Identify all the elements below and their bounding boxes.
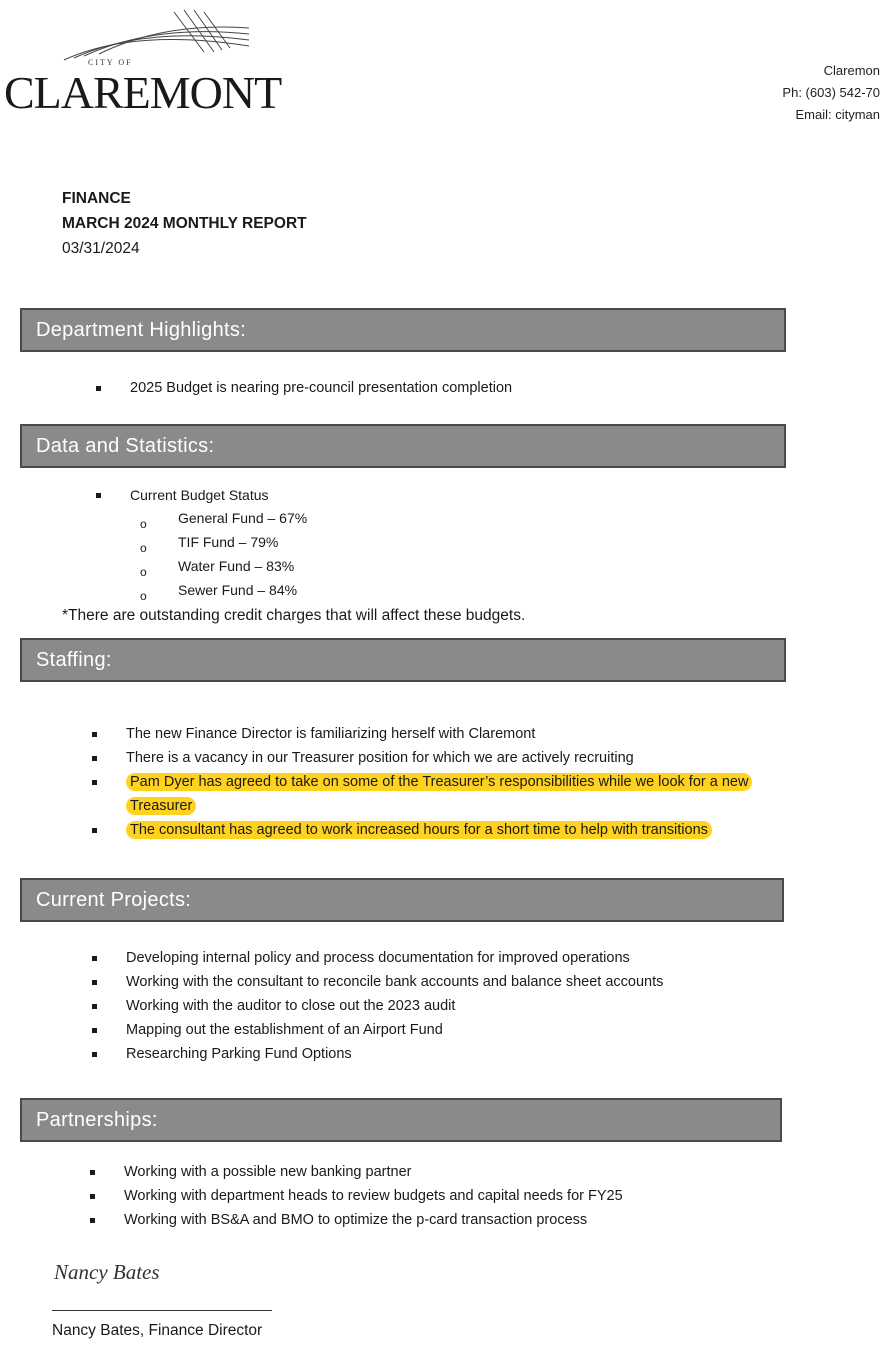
list-item: Working with BS&A and BMO to optimize the p-card transaction process: [90, 1208, 623, 1232]
bullet-icon: [92, 780, 97, 785]
list-item: Working with the consultant to reconcile bank accounts and balance sheet accounts: [92, 970, 663, 994]
fund-list: [130, 506, 307, 602]
projects-list: [92, 946, 663, 1066]
report-date: 03/31/2024: [62, 240, 140, 257]
report-title: MARCH 2024 MONTHLY REPORT: [62, 215, 307, 232]
section-highlights-header: Department Highlights:: [20, 308, 786, 352]
fund-item: o General Fund – 67%: [130, 506, 307, 530]
fund-item: o Sewer Fund – 84%: [130, 578, 307, 602]
bullet-icon: [92, 1052, 97, 1057]
list-item: Working with a possible new banking partner: [90, 1160, 623, 1184]
circle-bullet-icon: o: [140, 541, 147, 555]
staffing-list: [92, 722, 752, 842]
bullet-icon: [90, 1218, 95, 1223]
list-item-continued: Treasurer: [92, 794, 752, 818]
list-item: Pam Dyer has agreed to take on some of the Treasurer’s responsibilities while we look for a new: [92, 770, 752, 794]
list-item: The new Finance Director is familiarizing herself with Claremont: [92, 722, 752, 746]
bullet-icon: [92, 956, 97, 961]
list-item: The consultant has agreed to work increased hours for a short time to help with transitions: [92, 818, 752, 842]
list-item: Working with the auditor to close out the 2023 audit: [92, 994, 663, 1018]
section-partnerships-header: Partnerships:: [20, 1098, 782, 1142]
bullet-icon: [92, 732, 97, 737]
circle-bullet-icon: o: [140, 565, 147, 579]
bullet-icon: [92, 828, 97, 833]
data-list: [96, 484, 307, 602]
partnerships-list: [90, 1160, 623, 1232]
contact-info: [680, 60, 880, 126]
list-item: Working with department heads to review budgets and capital needs for FY25: [90, 1184, 623, 1208]
list-item: Current Budget Status o General Fund – 67% o TIF Fund – 79% o Water Fund – 83% o Sewer Fund – 84%: [96, 484, 307, 602]
logo-name: CLAREMONT: [4, 67, 282, 118]
list-item: 2025 Budget is nearing pre-council presentation completion: [96, 376, 512, 400]
list-item: There is a vacancy in our Treasurer position for which we are actively recruiting: [92, 746, 752, 770]
signature-script: Nancy Bates: [54, 1260, 160, 1284]
contact-city: Claremon: [823, 63, 880, 78]
signature-line: [52, 1310, 272, 1311]
bullet-icon: [96, 493, 101, 498]
bullet-icon: [92, 1028, 97, 1033]
fund-item: o TIF Fund – 79%: [130, 530, 307, 554]
list-item: Researching Parking Fund Options: [92, 1042, 663, 1066]
logo-city-of: CITY OF: [88, 58, 133, 67]
city-logo: [4, 8, 282, 118]
list-item: Developing internal policy and process documentation for improved operations: [92, 946, 663, 970]
circle-bullet-icon: o: [140, 589, 147, 603]
bullet-icon: [92, 756, 97, 761]
report-heading: [62, 186, 307, 261]
fund-item: o Water Fund – 83%: [130, 554, 307, 578]
bullet-icon: [92, 1004, 97, 1009]
highlights-list: [96, 376, 512, 400]
bullet-icon: [96, 386, 101, 391]
contact-email: Email: cityman: [795, 107, 880, 122]
section-data-header: Data and Statistics:: [20, 424, 786, 468]
bullet-icon: [90, 1194, 95, 1199]
bullet-icon: [90, 1170, 95, 1175]
bullet-icon: [92, 980, 97, 985]
contact-phone: Ph: (603) 542-70: [782, 85, 880, 100]
report-department: FINANCE: [62, 190, 131, 207]
circle-bullet-icon: o: [140, 517, 147, 531]
list-item: Mapping out the establishment of an Airport Fund: [92, 1018, 663, 1042]
logo-lines-graphic: [54, 8, 254, 68]
budget-note: *There are outstanding credit charges that will affect these budgets.: [62, 607, 526, 624]
signature-printed-name: Nancy Bates, Finance Director: [52, 1322, 263, 1339]
section-staffing-header: Staffing:: [20, 638, 786, 682]
section-projects-header: Current Projects:: [20, 878, 784, 922]
